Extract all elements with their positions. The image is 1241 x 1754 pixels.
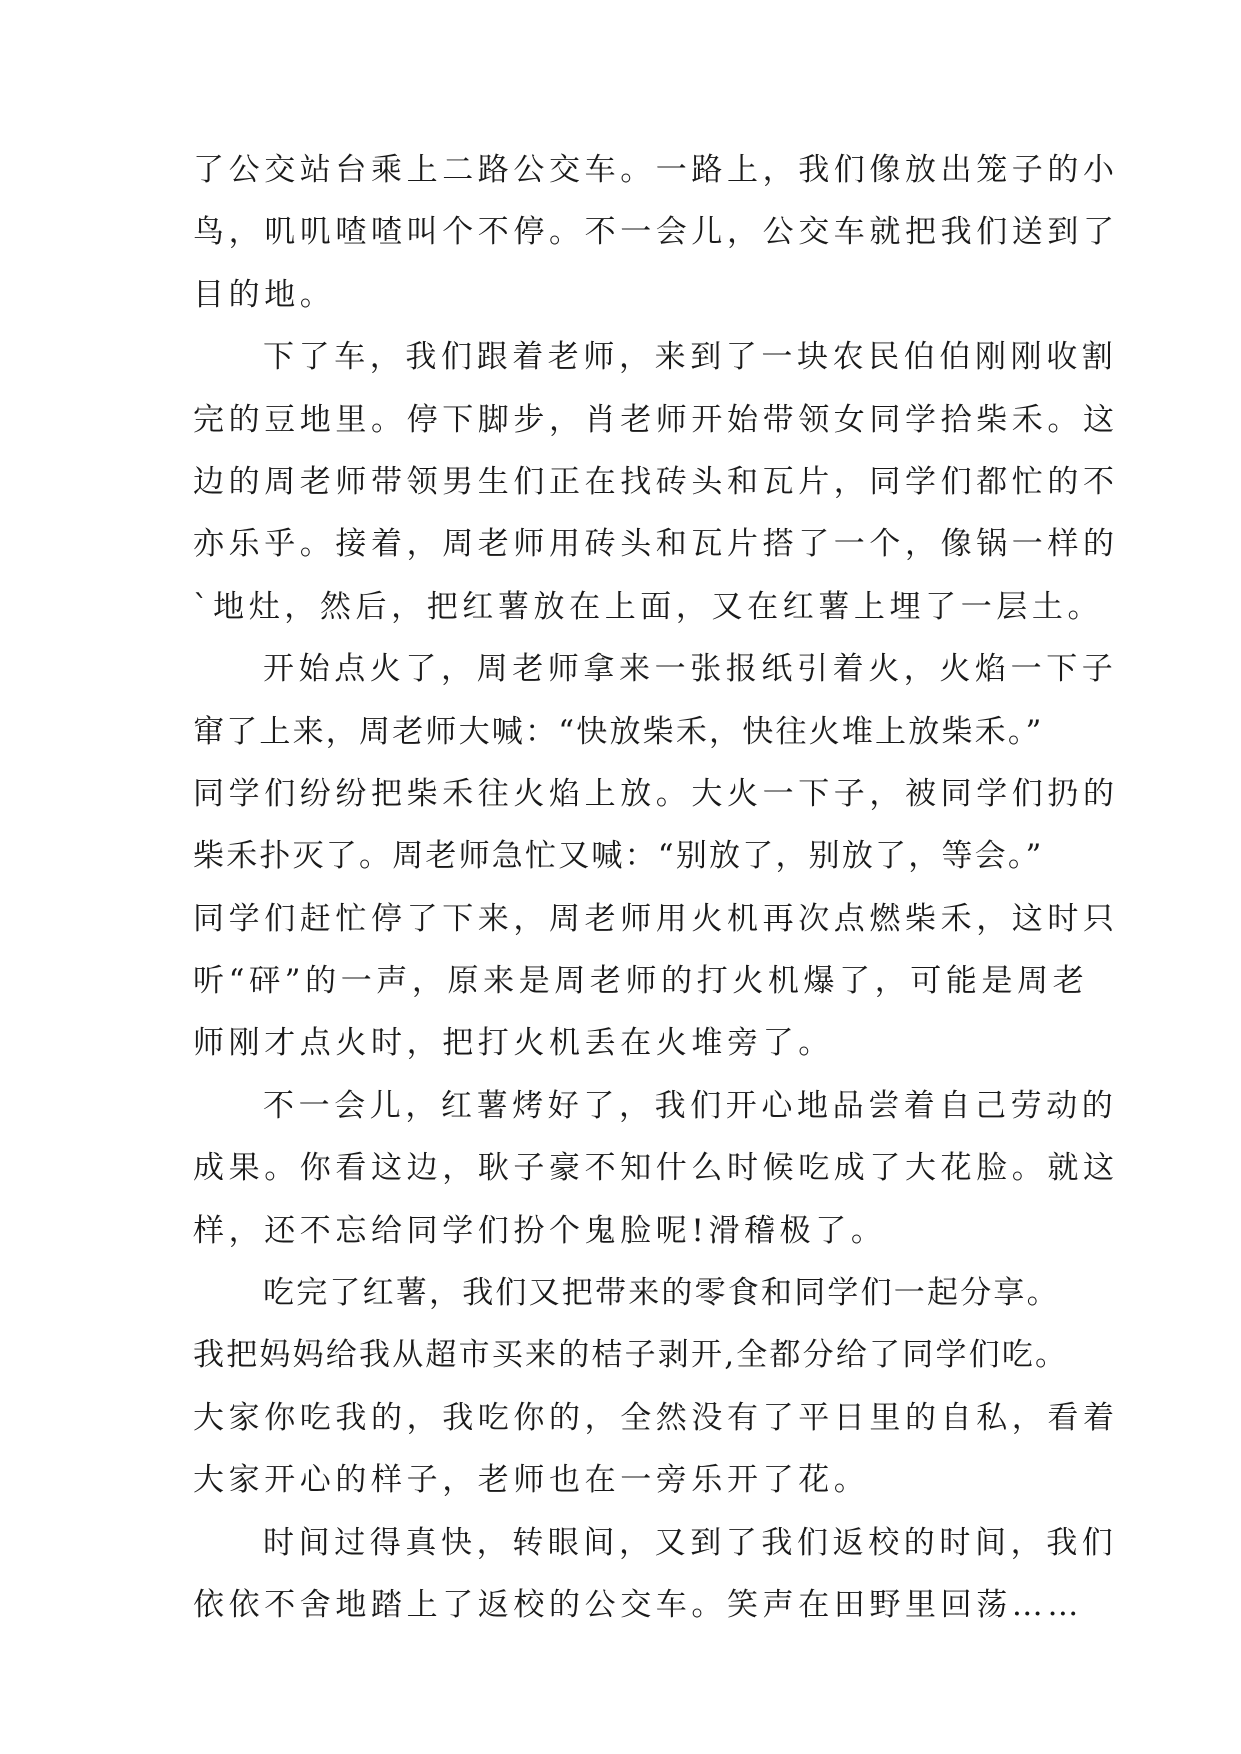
- text-line: 师刚才点火时，把打火机丢在火堆旁了。: [193, 1025, 834, 1062]
- paragraph-first-line: 吃完了红薯，我们又把带来的零食和同学们一起分享。: [263, 1275, 1060, 1312]
- text-line: 听“砰”的一声，原来是周老师的打火机爆了，可能是周老: [193, 963, 1089, 1000]
- essay-body: [193, 139, 1119, 1636]
- text-line: 完的豆地里。停下脚步，肖老师开始带领女同学拾柴禾。这: [193, 401, 1119, 438]
- text-line: 依依不舍地踏上了返校的公交车。笑声在田野里回荡……: [193, 1586, 1083, 1623]
- paragraph-first-line: 开始点火了，周老师拿来一张报纸引着火，火焰一下子: [263, 651, 1118, 688]
- text-line: 同学们赶忙停了下来，周老师用火机再次点燃柴禾，这时只: [193, 900, 1119, 937]
- paragraph-first-line: 下了车，我们跟着老师，来到了一块农民伯伯刚刚收割: [263, 339, 1118, 376]
- text-line: `地灶，然后，把红薯放在上面，又在红薯上埋了一层土。: [193, 588, 1104, 625]
- text-line: 柴禾扑灭了。周老师急忙又喊：“别放了，别放了，等会。”: [193, 838, 1044, 875]
- text-line: 窜了上来，周老师大喊：“快放柴禾，快往火堆上放柴禾。”: [193, 713, 1044, 750]
- text-line: 边的周老师带领男生们正在找砖头和瓦片，同学们都忙的不: [193, 463, 1119, 500]
- text-line: 目的地。: [193, 276, 336, 313]
- text-line: 大家开心的样子，老师也在一旁乐开了花。: [193, 1462, 870, 1499]
- text-line: 大家你吃我的，我吃你的，全然没有了平日里的自私，看着: [193, 1399, 1119, 1436]
- text-line: 成果。你看这边，耿子豪不知什么时候吃成了大花脸。就这: [193, 1150, 1119, 1187]
- text-line: 鸟，叽叽喳喳叫个不停。不一会儿，公交车就把我们送到了: [193, 214, 1119, 251]
- text-line: 我把妈妈给我从超市买来的桔子剥开,全都分给了同学们吃。: [193, 1337, 1069, 1374]
- paragraph-first-line: 时间过得真快，转眼间，又到了我们返校的时间，我们: [263, 1524, 1118, 1561]
- text-line: 同学们纷纷把柴禾往火焰上放。大火一下子，被同学们扔的: [193, 775, 1119, 812]
- paragraph-first-line: 不一会儿，红薯烤好了，我们开心地品尝着自己劳动的: [263, 1087, 1118, 1124]
- text-line: 了公交站台乘上二路公交车。一路上，我们像放出笼子的小: [193, 152, 1119, 188]
- text-line: 亦乐乎。接着，周老师用砖头和瓦片搭了一个，像锅一样的: [193, 526, 1119, 563]
- text-line: 样，还不忘给同学们扮个鬼脸呢!滑稽极了。: [193, 1212, 887, 1249]
